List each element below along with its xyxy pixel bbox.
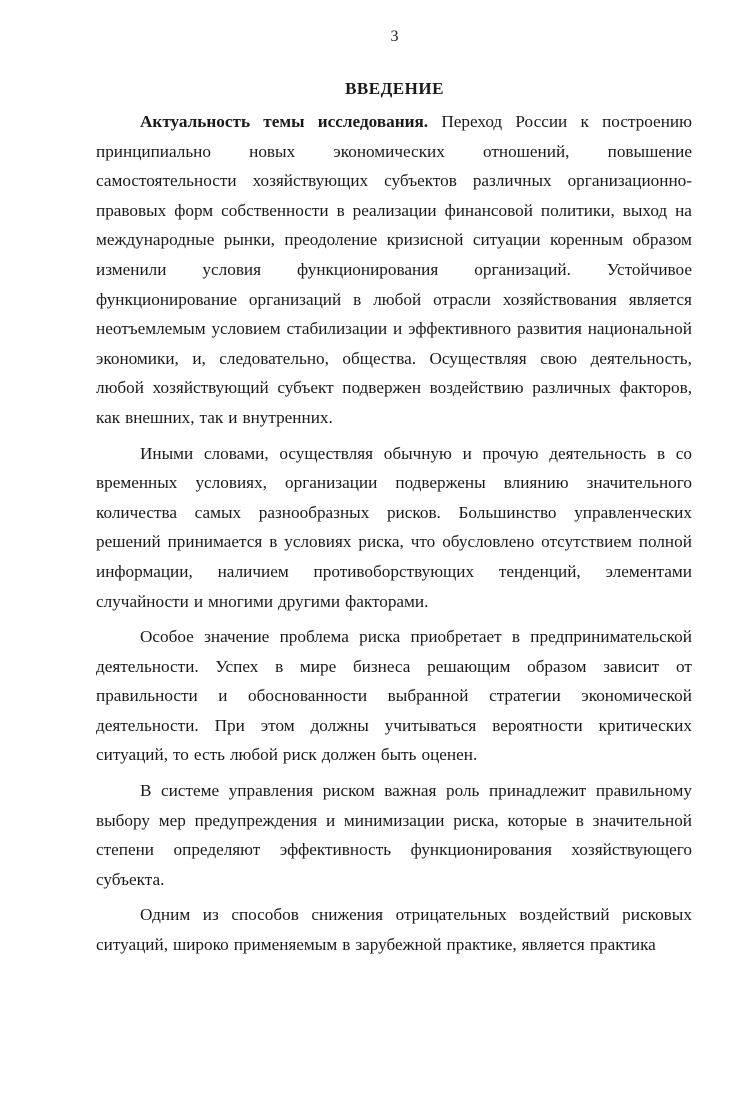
text-line: количества самых разнообразных рисков. Большинство управленческих xyxy=(96,502,692,522)
paragraph xyxy=(96,622,692,770)
text-line: выбору мер предупреждения и минимизации риска, которые в значительной xyxy=(96,810,692,830)
text-line: решений принимается в условиях риска, что обусловлено отсутствием полной xyxy=(96,532,692,552)
text-line: международные рынки, преодоление кризисной ситуации коренным образом xyxy=(96,230,692,250)
text-line: случайности и многими другими факторами. xyxy=(96,591,429,611)
text-line: ситуаций, широко применяемым в зарубежной практике, является практика xyxy=(96,935,656,955)
page-heading: ВВЕДЕНИЕ xyxy=(345,79,444,98)
text-line: правовых форм собственности в реализации финансовой политики, выход на xyxy=(96,200,692,220)
text-line: Иными словами, осуществляя обычную и прочую деятельность в со xyxy=(140,443,692,463)
text-line: деятельности. Успех в мире бизнеса решающим образом зависит от xyxy=(96,656,692,676)
text-line: принципиально новых экономических отношений, повышение xyxy=(96,141,692,161)
paragraph xyxy=(96,107,692,433)
text-line: степени определяют эффективность функционирования хозяйствующего xyxy=(96,840,692,860)
paragraph xyxy=(96,900,692,959)
body-text xyxy=(96,107,692,960)
text-line: временных условиях, организации подвержены влиянию значительного xyxy=(96,473,692,493)
text-line: правильности и обоснованности выбранной стратегии экономической xyxy=(96,686,692,706)
text-line: как внешних, так и внутренних. xyxy=(96,407,333,427)
text-line: неотъемлемым условием стабилизации и эффективного развития национальной xyxy=(96,319,692,339)
text-line: В системе управления риском важная роль принадлежит правильному xyxy=(140,781,692,801)
text-line: изменили условия функционирования организаций. Устойчивое xyxy=(96,259,692,279)
text-line: Особое значение проблема риска приобретает в предпринимательской xyxy=(140,627,692,647)
text-line: любой хозяйствующий субъект подвержен воздействию различных факторов, xyxy=(96,378,692,398)
text-line: экономики, и, следовательно, общества. Осуществляя свою деятельность, xyxy=(96,348,692,368)
paragraph xyxy=(96,776,692,894)
text-line: Актуальность темы исследования. Переход России к построению xyxy=(140,112,692,131)
text-line: информации, наличием противоборствующих тенденций, элементами xyxy=(96,561,692,581)
text-line: ситуаций, то есть любой риск должен быть оценен. xyxy=(96,745,478,765)
text-line: функционирование организаций в любой отрасли хозяйствования является xyxy=(96,289,692,309)
text-line: самостоятельности хозяйствующих субъектов различных организационно- xyxy=(96,171,692,191)
text-line: деятельности. При этом должны учитываться вероятности критических xyxy=(96,715,692,735)
paragraph xyxy=(96,439,692,617)
text-line: Одним из способов снижения отрицательных воздействий рисковых xyxy=(140,905,692,925)
page-number: 3 xyxy=(390,28,399,45)
text-line: субъекта. xyxy=(96,869,165,889)
